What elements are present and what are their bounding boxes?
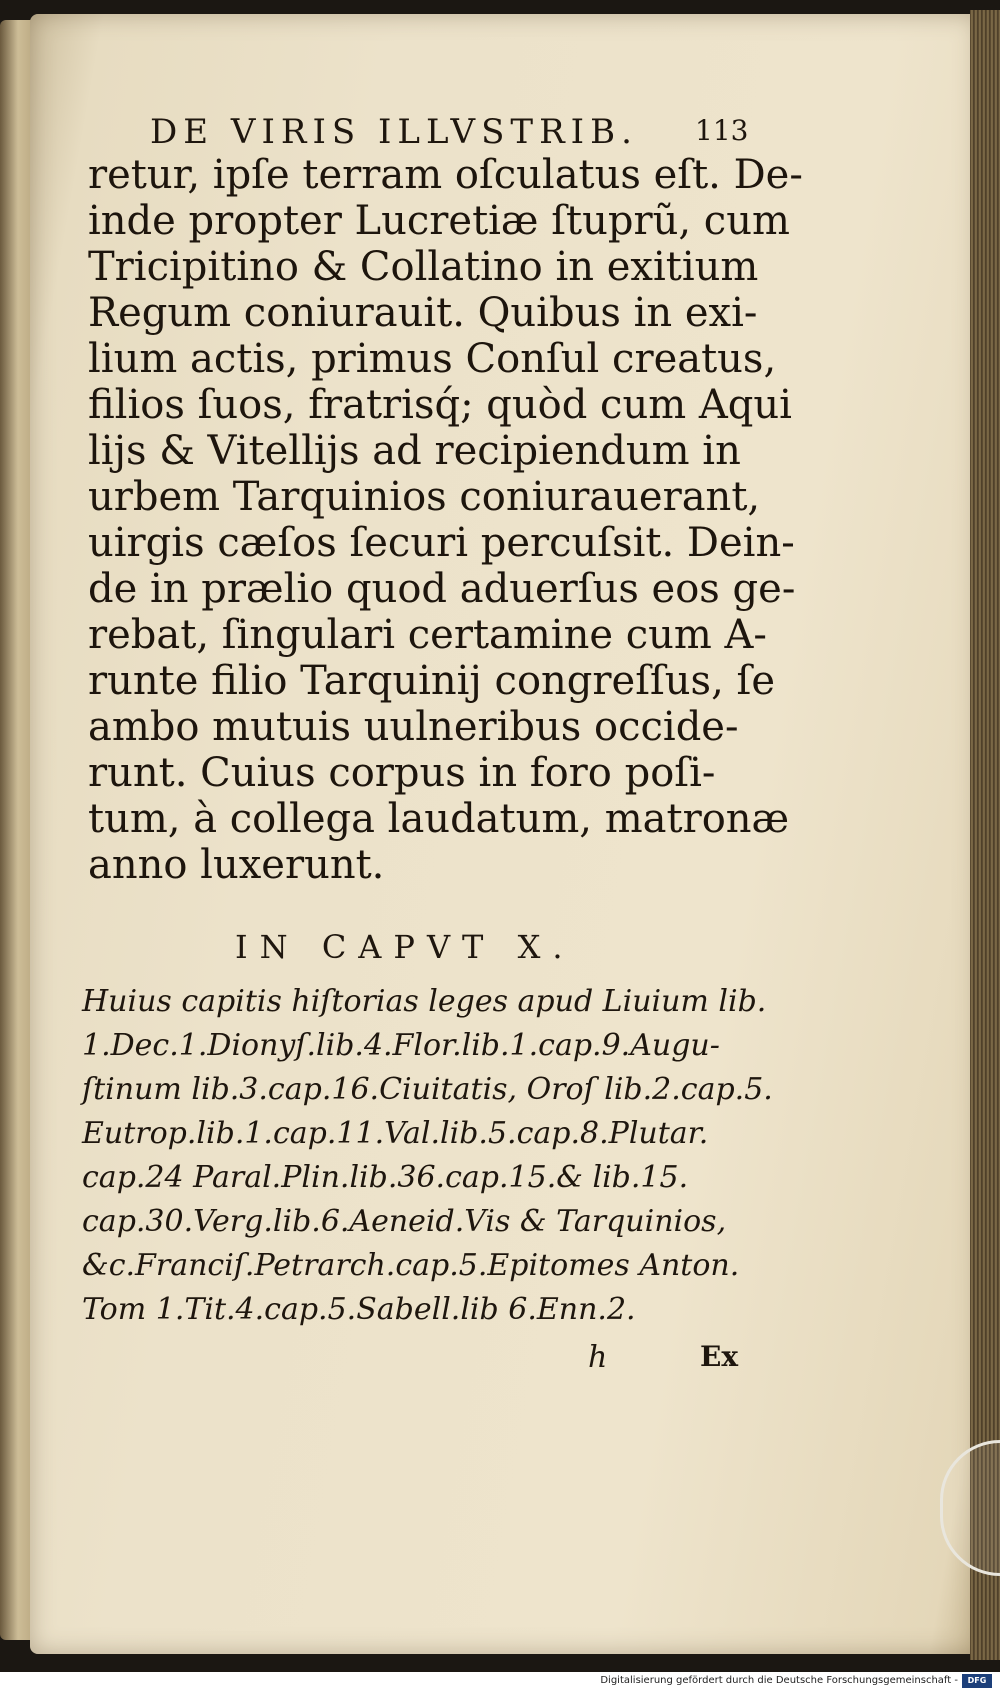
body-line: de in prælio quod aduerſus eos ge- [88, 566, 796, 612]
body-line: runt. Cuius corpus in foro poſi- [88, 750, 716, 796]
body-line: ambo mutuis uulneribus occide- [88, 704, 739, 750]
body-line: Tricipitino & Collatino in exitium [88, 244, 759, 290]
running-head: DE VIRIS ILLVSTRIB. [150, 112, 638, 152]
body-line: Regum coniurauit. Quibus in exi- [88, 290, 758, 336]
note-line: &c.Franciſ.Petrarch.cap.5.Epitomes Anton. [82, 1248, 740, 1283]
signature-mark: h [588, 1340, 608, 1375]
body-line: urbem Tarquinios coniurauerant, [88, 474, 761, 520]
body-line: retur, ipſe terram oſculatus eſt. De- [88, 152, 803, 198]
note-line: cap.24 Paral.Plin.lib.36.cap.15.& lib.15. [82, 1160, 689, 1195]
dfg-logo: DFG [962, 1674, 992, 1688]
page-block-edge [970, 10, 1000, 1660]
footer-bar [0, 1672, 1000, 1692]
body-line: lium actis, primus Conſul creatus, [88, 336, 777, 382]
note-line: ſtinum lib.3.cap.16.Ciuitatis, Oroſ lib.2.cap.5. [82, 1072, 773, 1107]
footer-credit: Digitalisierung gefördert durch die Deutsche Forschungsgemeinschaft - [600, 1675, 958, 1686]
note-line: Tom 1.Tit.4.cap.5.Sabell.lib 6.Enn.2. [82, 1292, 636, 1327]
body-line: anno luxerunt. [88, 842, 385, 888]
page-number: 113 [695, 114, 749, 147]
body-text [88, 152, 803, 888]
note-line: cap.30.Verg.lib.6.Aeneid.Vis & Tarquinios, [82, 1204, 727, 1239]
body-line: tum, à collega laudatum, matronæ [88, 796, 790, 842]
catchword: Ex [700, 1340, 739, 1373]
note-line: 1.Dec.1.Dionyſ.lib.4.Flor.lib.1.cap.9.Augu- [82, 1028, 720, 1063]
note-line: Eutrop.lib.1.cap.11.Val.lib.5.cap.8.Plutar. [82, 1116, 709, 1151]
body-line: inde propter Lucretiæ ſtuprũ, cum [88, 198, 790, 244]
body-line: rebat, ſingulari certamine cum A- [88, 612, 767, 658]
chapter-heading: IN CAPVT X. [235, 928, 575, 966]
body-line: filios ſuos, fratrisq́; quòd cum Aqui [88, 382, 792, 428]
note-line: Huius capitis hiſtorias leges apud Liuium lib. [82, 984, 767, 1019]
body-line: uirgis cæſos ſecuri percuſsit. Dein- [88, 520, 795, 566]
body-line: runte filio Tarquinij congreſſus, ſe [88, 658, 775, 704]
chapter-notes [82, 980, 782, 1332]
body-line: lijs & Vitellijs ad recipiendum in [88, 428, 741, 474]
